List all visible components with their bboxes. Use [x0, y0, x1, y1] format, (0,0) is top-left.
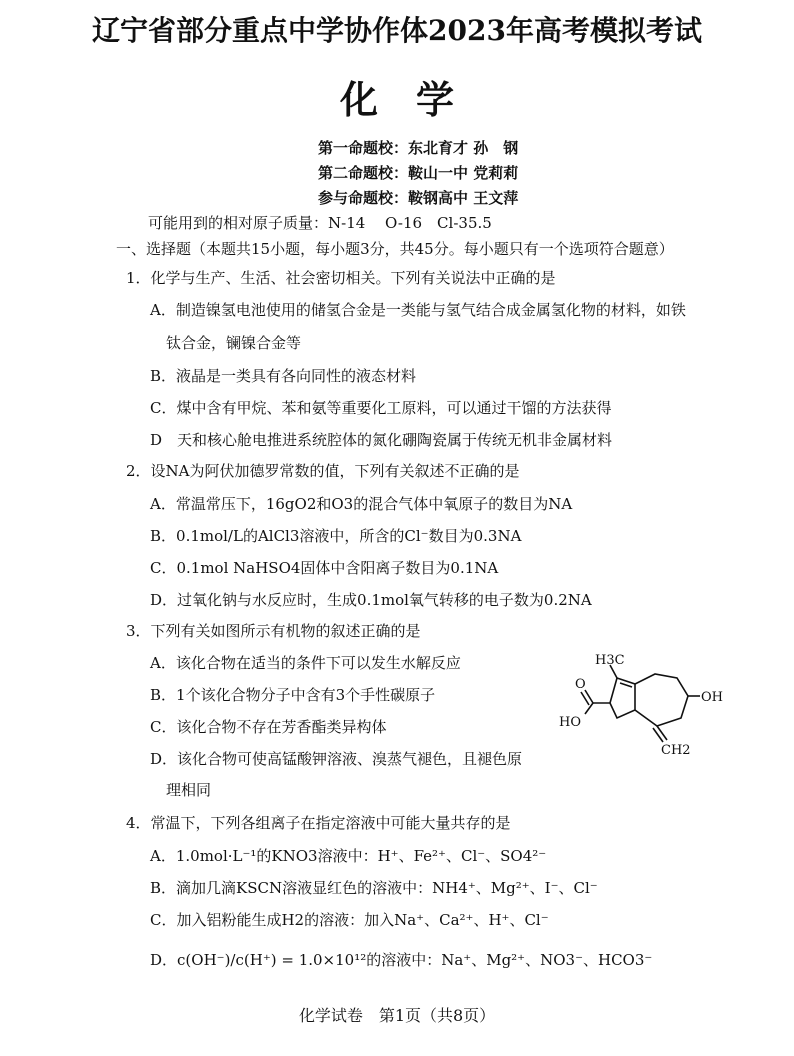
carboxyl-ho-label: HO: [559, 715, 581, 730]
subject-title: 化 学: [339, 77, 454, 122]
question-2-option-d: D．过氧化钠与水反应时，生成0.1mol氧气转移的电子数为0.2NA: [150, 591, 592, 609]
methylene-bond-1: [657, 726, 667, 740]
question-4-stem: 4．常温下，下列各组离子在指定溶液中可能大量共存的是: [126, 814, 511, 832]
question-3-option-d: D．该化合物可使高锰酸钾溶液、溴蒸气褪色，且褪色原: [150, 750, 523, 768]
question-2-stem: 2．设NA为阿伏加德罗常数的值，下列有关叙述不正确的是: [126, 462, 520, 480]
question-3-option-c: C．该化合物不存在芳香酯类异构体: [150, 718, 387, 736]
question-3-stem: 3．下列有关如图所示有机物的叙述正确的是: [126, 622, 421, 640]
methyl-label: H3C: [595, 653, 625, 668]
methylene-bond-2: [653, 728, 663, 742]
question-2-option-b: B．0.1mol/L的AlCl3溶液中，所含的Cl⁻数目为0.3NA: [150, 527, 522, 545]
question-3-option-d-continued: 理相同: [166, 781, 212, 799]
cycloheptane-ring: [635, 674, 688, 726]
ring-double-bond: [620, 683, 632, 687]
question-1-option-b: B．液晶是一类具有各向同性的液态材料: [150, 367, 417, 385]
methylene-label: CH2: [661, 743, 691, 758]
molecule-structure-figure: [555, 648, 725, 763]
question-4-option-a: A．1.0mol·L⁻¹的KNO3溶液中：H⁺、Fe²⁺、Cl⁻、SO4²⁻: [150, 847, 547, 865]
page-footer: 化学试卷 第1页（共8页）: [298, 1006, 496, 1025]
exam-title: 辽宁省部分重点中学协作体2023年高考模拟考试: [92, 14, 702, 47]
author-line-2: 第二命题校：鞍山一中 党莉莉: [318, 164, 519, 182]
question-3-option-a: A．该化合物在适当的条件下可以发生水解反应: [150, 654, 461, 672]
question-2-option-c: C．0.1mol NaHSO4固体中含阳离子数目为0.1NA: [150, 559, 499, 577]
author-line-3: 参与命题校：鞍钢高中 王文萍: [318, 189, 519, 207]
question-2-option-a: A．常温常压下，16gO2和O3的混合气体中氧原子的数目为NA: [150, 495, 573, 513]
question-4-option-c: C．加入铝粉能生成H2的溶液：加入Na⁺、Ca²⁺、H⁺、Cl⁻: [150, 911, 549, 929]
author-line-1: 第一命题校：东北育才 孙 钢: [318, 139, 519, 157]
question-1-stem: 1．化学与生产、生活、社会密切相关。下列有关说法中正确的是: [126, 269, 556, 287]
ring-hydroxyl-label: OH: [701, 690, 723, 705]
carbonyl-o-label: O: [575, 677, 586, 692]
question-1-option-a-continued: 钛合金，镧镍合金等: [166, 334, 302, 352]
question-1-option-a: A．制造镍氢电池使用的储氢合金是一类能与氢气结合成金属氢化物的材料，如铁: [150, 301, 686, 319]
question-4-option-d: D．c(OH⁻)/c(H⁺) = 1.0×10¹²的溶液中：Na⁺、Mg²⁺、NO3⁻、HCO3⁻: [150, 951, 653, 969]
question-4-option-b: B．滴加几滴KSCN溶液显红色的溶液中：NH4⁺、Mg²⁺、I⁻、Cl⁻: [150, 879, 598, 897]
section-title: 一、选择题（本题共15小题，每小题3分，共45分。每小题只有一个选项符合题意）: [116, 240, 674, 258]
question-3-option-b: B．1个该化合物分子中含有3个手性碳原子: [150, 686, 436, 704]
atomic-masses: 可能用到的相对原子质量：N-14 O-16 Cl-35.5: [148, 214, 492, 232]
question-1-option-c: C．煤中含有甲烷、苯和氨等重要化工原料，可以通过干馏的方法获得: [150, 399, 612, 417]
question-1-option-d: D 天和核心舱电推进系统腔体的氮化硼陶瓷属于传统无机非金属材料: [150, 431, 613, 449]
